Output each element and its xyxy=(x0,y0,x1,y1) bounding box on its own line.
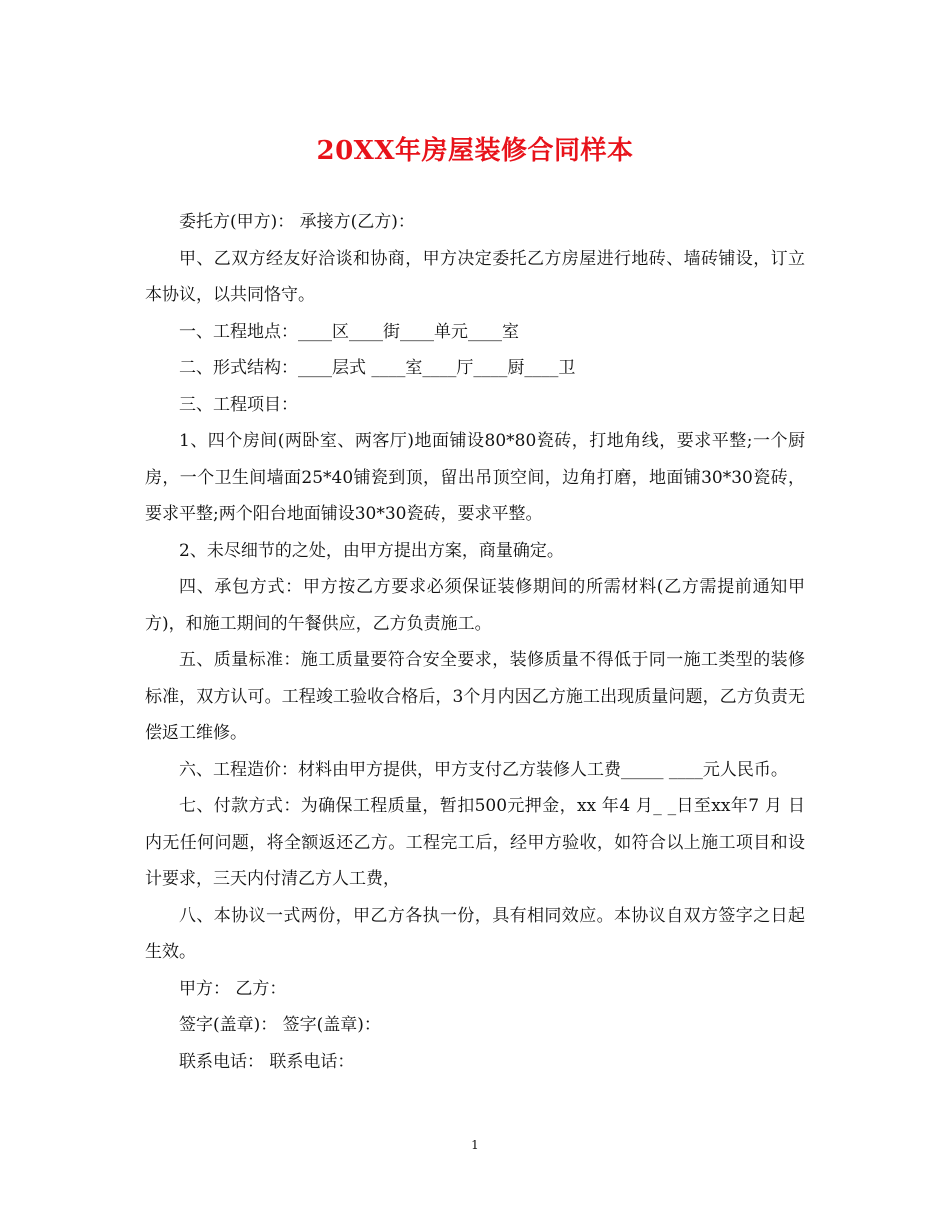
document-title: 20XX年房屋装修合同样本 xyxy=(316,136,634,166)
paragraph-project-heading: 三、工程项目： xyxy=(179,394,298,415)
paragraph-project-cost: 六、工程造价：材料由甲方提供，甲方支付乙方装修人工费_____ ____元人民币。 xyxy=(179,759,788,780)
paragraph-contact-phones: 联系电话： 联系电话： xyxy=(179,1051,355,1072)
paragraph-payment-method: 七、付款方式：为确保工程质量，暂扣500元押金，xx 年4 月_ _日至xx年7 月 日内无任何问题，将全额返还乙方。工程完工后，经甲方验收，如符合以上施工项目和设计要求，三天内付清乙方人工费， xyxy=(145,796,805,889)
paragraph-party-names: 甲方： 乙方： xyxy=(179,978,287,999)
paragraph-location: 一、工程地点：____区____街____单元____室 xyxy=(179,321,519,342)
paragraph-parties: 委托方(甲方)： 承接方(乙方)： xyxy=(179,212,415,232)
page-number: 1 xyxy=(471,1138,479,1152)
paragraph-quality-standard: 五、质量标准：施工质量要符合安全要求，装修质量不得低于同一施工类型的装修标准，双方认可。工程竣工验收合格后，3个月内因乙方施工出现质量问题，乙方负责无偿返工维修。 xyxy=(145,650,805,743)
paragraph-project-item-2: 2、未尽细节的之处，由甲方提出方案，商量确定。 xyxy=(179,540,564,561)
paragraph-signatures: 签字(盖章)： 签字(盖章)： xyxy=(179,1015,381,1035)
document-body xyxy=(145,204,805,1080)
paragraph-intro: 甲、乙双方经友好洽谈和协商，甲方决定委托乙方房屋进行地砖、墙砖铺设，订立本协议，以共同恪守。 xyxy=(145,248,805,305)
paragraph-contract-method: 四、承包方式：甲方按乙方要求必须保证装修期间的所需材料(乙方需提前通知甲方)，和施工期间的午餐供应，乙方负责施工。 xyxy=(145,577,805,634)
paragraph-project-item-1: 1、四个房间(两卧室、两客厅)地面铺设80*80瓷砖，打地角线，要求平整;一个厨房，一个卫生间墙面25*40铺瓷到顶，留出吊顶空间，边角打磨，地面铺30*30瓷砖，要求平整;两个阳台地面铺设30*30瓷砖，要求平整。 xyxy=(145,431,805,524)
paragraph-agreement-effect: 八、本协议一式两份，甲乙方各执一份，具有相同效应。本协议自双方签字之日起生效。 xyxy=(145,905,805,962)
paragraph-structure: 二、形式结构：____层式 ____室____厅____厨____卫 xyxy=(179,358,576,378)
